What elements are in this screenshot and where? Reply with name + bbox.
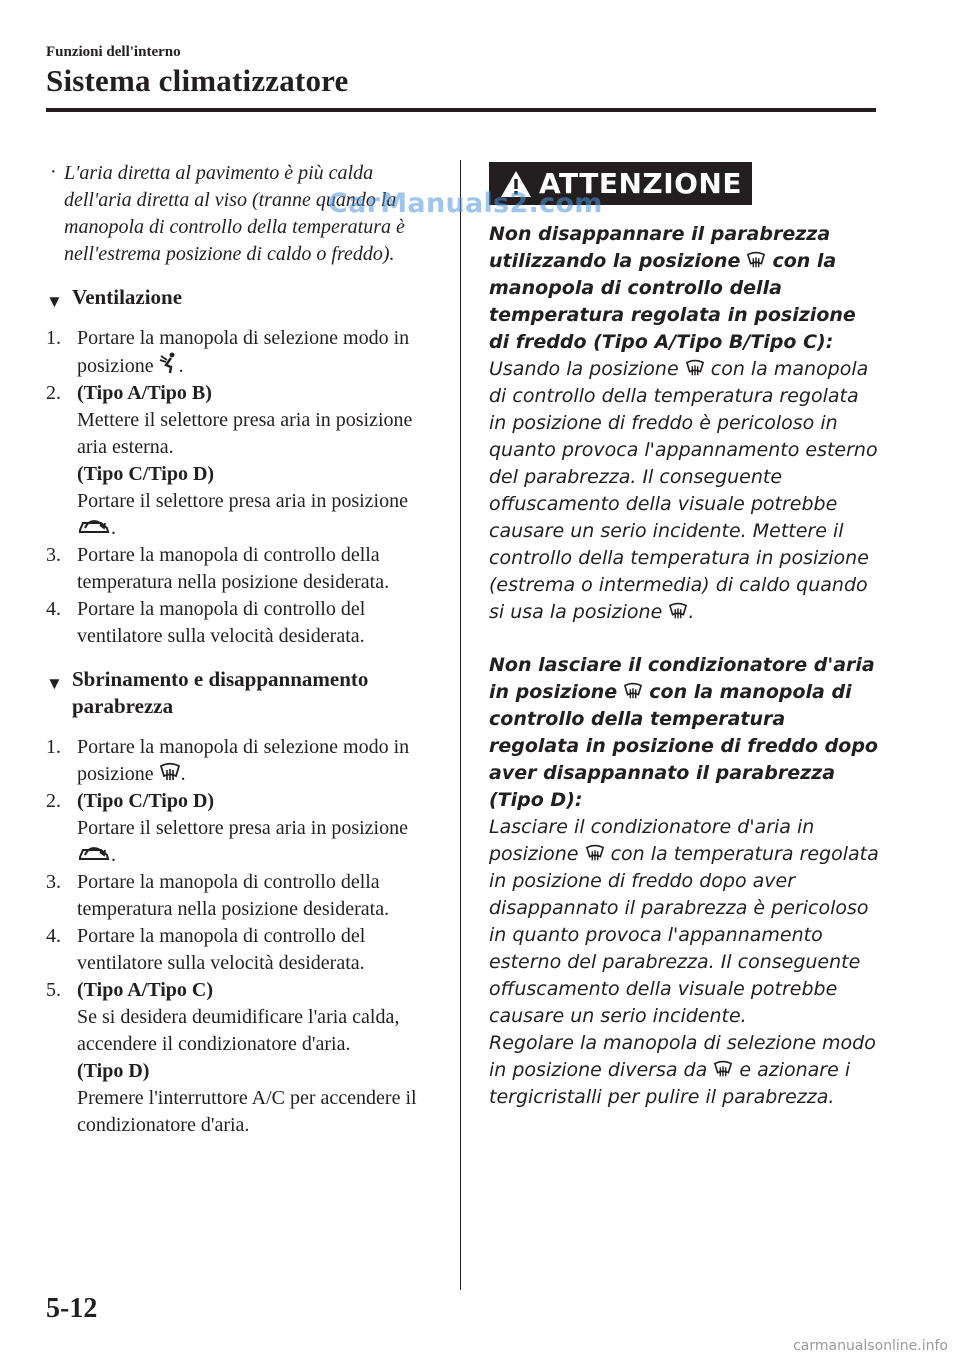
list-item: 2. (Tipo C/Tipo D) Portare il selettore presa aria in posizione . [46,790,408,866]
page-header [46,44,349,99]
section-label: Funzioni dell'interno [46,44,181,60]
page-title: Sistema climatizzatore [46,63,349,98]
steps-sbrinamento [46,734,441,1139]
watermark-bottom: carmanualsonline.info [793,1338,948,1354]
steps-ventilazione [46,325,441,650]
defrost-icon [159,762,181,782]
warning-block-2: Non lasciare il condizionatore d'aria in posizione con la manopola di controllo della temperatura regolata in posizione di freddo dopo aver disappannato il parabrezza (Tipo D): Lasciare il condizionatore d'aria in posizione con la temperatura regolata in posizione di freddo dopo aver disappannato il parabrezza è pericoloso in quanto provoca l'appannamento esterno del parabrezza. Il conseguente offuscamento della visuale potrebbe causare un serio incidente. Regolare la manopola di selezione modo in posizione diversa da e azionare i tergicristalli per pulire il parabrezza. [489,654,879,1108]
defrost-icon [623,682,643,700]
list-item: 3. Portare la manopola di controllo della temperatura nella posizione desiderata. [46,871,390,920]
heading-ventilazione: ▼ Ventilazione [46,284,441,311]
face-vent-icon [159,352,179,374]
column-divider [460,160,461,1290]
list-item: 2. (Tipo A/Tipo B) Mettere il selettore presa aria in posizione aria esterna. (Tipo C/Tipo D) Portare il selettore presa aria in posizione . [46,382,413,539]
triangle-down-icon: ▼ [46,674,63,693]
warning-column [489,162,881,1111]
triangle-down-icon: ▼ [46,292,63,311]
watermark-top: CarManuals2.com [328,188,603,219]
list-item: 4. Portare la manopola di controllo del ventilatore sulla velocità desiderata. [46,925,366,974]
defrost-icon [713,1060,733,1078]
defrost-icon [585,844,605,862]
page-number: 5-12 [46,1293,98,1324]
defrost-icon [685,359,705,377]
recirculate-car-icon [77,843,111,863]
list-item: 5. (Tipo A/Tipo C) Se si desidera deumidificare l'aria calda, accendere il condizionatore d'aria. (Tipo D) Premere l'interruttore A/C per accendere il condizionatore d'aria. [46,979,417,1136]
header-rule [46,108,876,112]
note-text: L'aria diretta al pavimento è più calda dell'aria diretta al viso (tranne quando la manopola di controllo della temperatura è nell'estrema posizione di caldo o freddo). [64,162,405,265]
defrost-icon [668,602,688,620]
recirculate-car-icon [77,516,111,536]
list-item: 1. Portare la manopola di selezione modo in posizione . [46,736,410,785]
bullet-dot-icon: · [50,161,57,183]
list-item: 1. Portare la manopola di selezione modo in posizione . [46,327,410,377]
left-column [46,160,441,1139]
list-item: 3. Portare la manopola di controllo della temperatura nella posizione desiderata. [46,544,390,593]
list-item: 4. Portare la manopola di controllo del ventilatore sulla velocità desiderata. [46,598,366,647]
heading-sbrinamento: ▼ Sbrinamento e disappannamento parabrezza [46,667,369,718]
warning-title: ATTENZIONE [539,167,742,200]
warning-block-1: Non disappannare il parabrezza utilizzando la posizione con la manopola di controllo della temperatura regolata in posizione di freddo (Tipo A/Tipo B/Tipo C): Usando la posizione con la manopola di controllo della temperatura regolata in posizione di freddo è pericoloso in quanto provoca l'appannamento esterno del parabrezza. Il conseguente offuscamento della visuale potrebbe causare un serio incidente. Mettere il controllo della temperatura in posizione (estrema o intermedia) di caldo quando si usa la posizione . [489,223,878,623]
defrost-icon [746,251,766,269]
